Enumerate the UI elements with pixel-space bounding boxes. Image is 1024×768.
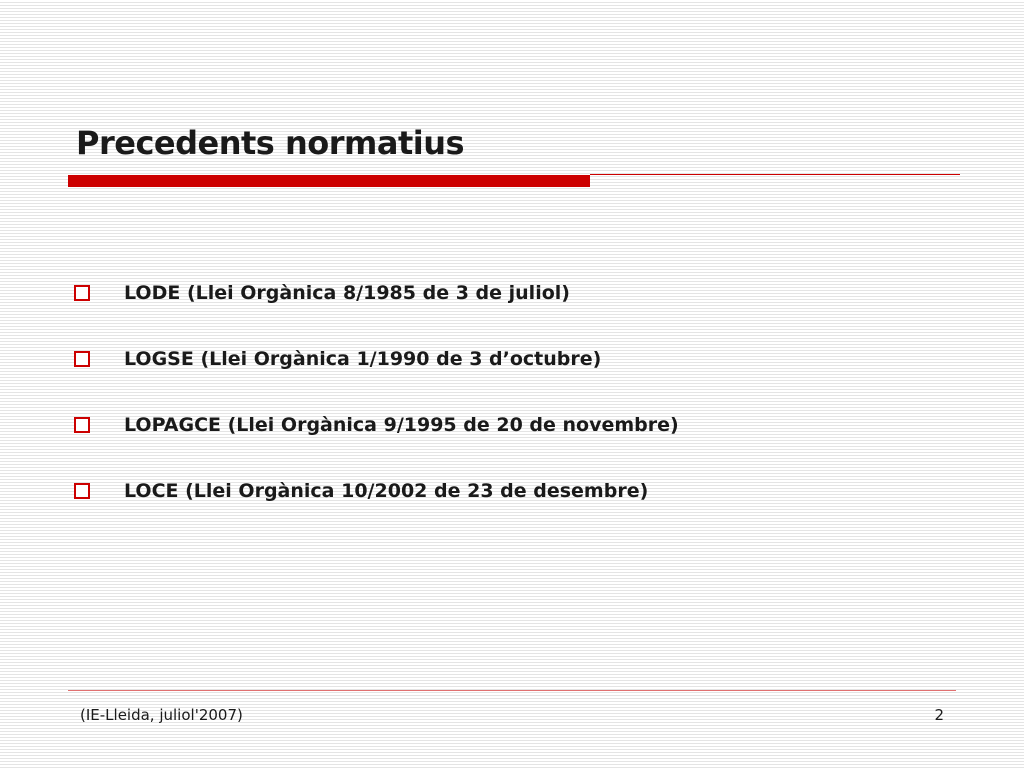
page-number: 2: [934, 706, 944, 724]
list-item: [72, 474, 679, 507]
hollow-square-bullet-icon: [74, 351, 90, 367]
footer-caption: (IE-Lleida, juliol'2007): [80, 706, 243, 724]
list-item: [72, 408, 679, 441]
list-item: [72, 342, 679, 375]
footer-divider: [68, 690, 956, 691]
title-underline-thin: [590, 174, 960, 175]
bullet-list: [72, 276, 679, 540]
bullet-text: LOCE (Llei Orgànica 10/2002 de 23 de desembre): [124, 479, 649, 502]
slide-title: Precedents normatius: [76, 124, 465, 162]
bullet-text: LOPAGCE (Llei Orgànica 9/1995 de 20 de novembre): [124, 413, 679, 436]
hollow-square-bullet-icon: [74, 483, 90, 499]
title-underline-thick: [68, 175, 590, 187]
bullet-text: LOGSE (Llei Orgànica 1/1990 de 3 d’octubre): [124, 347, 602, 370]
hollow-square-bullet-icon: [74, 417, 90, 433]
bullet-text: LODE (Llei Orgànica 8/1985 de 3 de juliol): [124, 281, 570, 304]
list-item: [72, 276, 679, 309]
hollow-square-bullet-icon: [74, 285, 90, 301]
